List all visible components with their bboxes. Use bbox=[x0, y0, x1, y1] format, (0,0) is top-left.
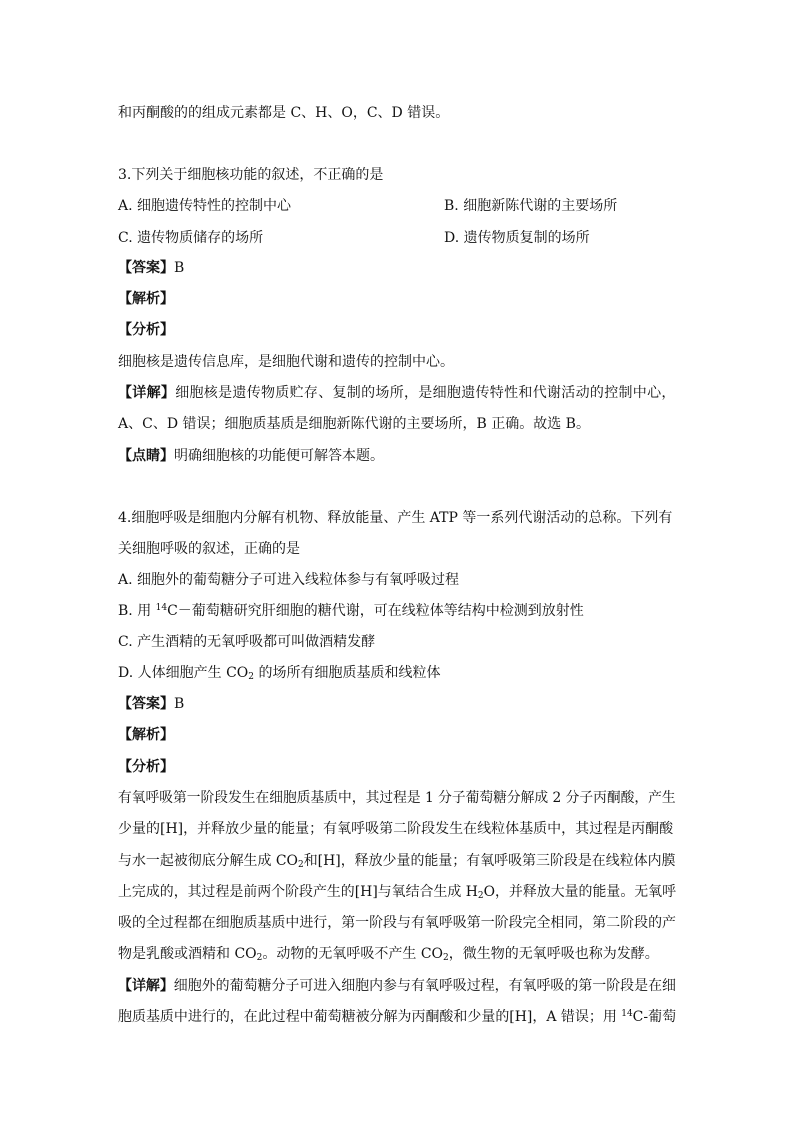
q3-detail-line2: A、C、D 错误；细胞质基质是细胞新陈代谢的主要场所，B 正确。故选 B。 bbox=[118, 416, 590, 432]
q3-option-a: A. 细胞遗传特性的控制中心 bbox=[118, 198, 292, 214]
q4-analysis-heading: 【解析】 bbox=[118, 727, 174, 743]
q4-fenxi-line4: 上完成的，其过程是前两个阶段产生的[H]与氧结合生成 $H_2O$，并释放大量的能量。无氧呼 bbox=[118, 884, 677, 901]
q4-fenxi-line5: 吸的全过程都在细胞质基质中进行，第一阶段与有氧呼吸第一阶段完全相同，第二阶段的产 bbox=[118, 915, 676, 931]
answer-tag: 【答案】 bbox=[118, 696, 174, 712]
q4-fenxi-line3: 与水一起被彻底分解生成 $CO_2$和[H]，释放少量的能量；有氧呼吸第三阶段是在线粒体内膜 bbox=[118, 853, 676, 870]
q3-stem: 3.下列关于细胞核功能的叙述，不正确的是 bbox=[118, 167, 384, 183]
answer-value: B bbox=[174, 260, 185, 276]
q4-fenxi-line6: 物是乳酸或酒精和 $CO_2$。动物的无氧呼吸不产生 $CO_2$，微生物的无氧呼吸也称为发酵。 bbox=[118, 946, 659, 963]
q3-option-c: C. 遗传物质储存的场所 bbox=[118, 230, 264, 246]
q4-fenxi-heading: 【分析】 bbox=[118, 759, 174, 775]
q4-option-b: B. 用 $^{14}$C－葡萄糖研究肝细胞的糖代谢，可在线粒体等结构中检测到放射性 bbox=[118, 603, 584, 619]
q4-answer bbox=[118, 694, 184, 714]
q3-fenxi-heading: 【分析】 bbox=[118, 322, 174, 338]
intro-line: 和丙酮酸的的组成元素都是 C、H、O，C、D 错误。 bbox=[118, 105, 450, 121]
q3-answer bbox=[118, 258, 184, 278]
q3-fenxi-text: 细胞核是遗传信息库，是细胞代谢和遗传的控制中心。 bbox=[118, 354, 454, 370]
q4-stem-line1: 4.细胞呼吸是细胞内分解有机物、释放能量、产生 ATP 等一系列代谢活动的总称。下列有 bbox=[118, 510, 673, 526]
detail-tag: 【详解】 bbox=[118, 978, 174, 994]
q3-option-d: D. 遗传物质复制的场所 bbox=[444, 230, 590, 246]
q4-detail-line1: 【详解】细胞外的葡萄糖分子可进入细胞内参与有氧呼吸过程，有氧呼吸的第一阶段是在细 bbox=[118, 978, 676, 994]
q4-option-c: C. 产生酒精的无氧呼吸都可叫做酒精发酵 bbox=[118, 634, 376, 650]
q4-option-d: D. 人体细胞产生 $CO_2$ 的场所有细胞质基质和线粒体 bbox=[118, 665, 441, 682]
q4-detail-line2: 胞质基质中进行的，在此过程中葡萄糖被分解为丙酮酸和少量的[H]，A 错误；用 $^{14}$C-葡萄 bbox=[118, 1009, 677, 1025]
answer-value: B bbox=[174, 696, 185, 712]
q4-fenxi-line2: 少量的[H]，并释放少量的能量；有氧呼吸第二阶段发生在线粒体基质中，其过程是丙酮酸 bbox=[118, 821, 674, 837]
q4-fenxi-line1: 有氧呼吸第一阶段发生在细胞质基质中，其过程是 1 分子葡萄糖分解成 2 分子丙酮酸，产生 bbox=[118, 790, 676, 806]
answer-tag: 【答案】 bbox=[118, 260, 174, 276]
q4-option-a: A. 细胞外的葡萄糖分子可进入线粒体参与有氧呼吸过程 bbox=[118, 572, 460, 588]
q3-dianjing: 【点睛】明确细胞核的功能便可解答本题。 bbox=[118, 448, 384, 464]
q3-detail-line1: 【详解】细胞核是遗传物质贮存、复制的场所，是细胞遗传特性和代谢活动的控制中心， bbox=[118, 385, 676, 401]
q4-stem-line2: 关细胞呼吸的叙述，正确的是 bbox=[118, 541, 300, 557]
detail-tag: 【详解】 bbox=[118, 385, 176, 401]
dianjing-tag: 【点睛】 bbox=[118, 448, 174, 464]
q3-analysis-heading: 【解析】 bbox=[118, 291, 174, 307]
q3-option-b: B. 细胞新陈代谢的主要场所 bbox=[444, 198, 618, 214]
